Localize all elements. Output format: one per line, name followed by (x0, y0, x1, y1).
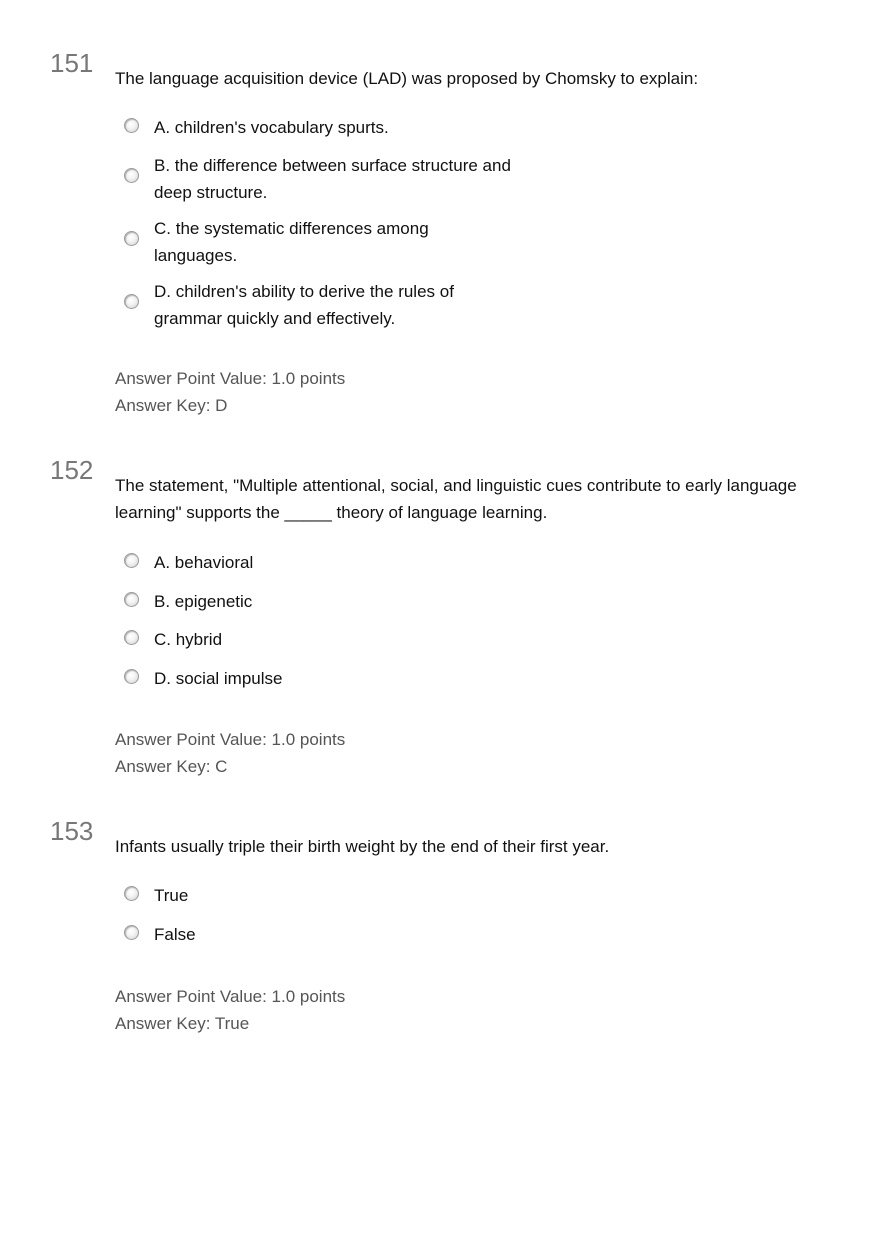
option-label: A. children's vocabulary spurts. (154, 118, 389, 137)
question-number: 152 (50, 455, 94, 485)
question-number: 151 (50, 48, 94, 78)
answer-key: Answer Key: True (115, 1014, 250, 1033)
radio-button[interactable] (124, 168, 139, 183)
option-label: A. behavioral (154, 553, 254, 572)
answer-point-value: Answer Point Value: 1.0 points (115, 987, 346, 1006)
option-label: B. the difference between surface structure and deep structure. (154, 156, 511, 202)
answer-key: Answer Key: C (115, 757, 228, 776)
option-label: True (154, 886, 189, 905)
radio-button[interactable] (124, 294, 139, 309)
option-label: D. social impulse (154, 669, 283, 688)
radio-button[interactable] (124, 118, 139, 133)
radio-button[interactable] (124, 669, 139, 684)
radio-button[interactable] (124, 886, 139, 901)
option-label: B. epigenetic (154, 592, 253, 611)
radio-button[interactable] (124, 553, 139, 568)
option-label: False (154, 925, 196, 944)
answer-key: Answer Key: D (115, 396, 228, 415)
question-number: 153 (50, 816, 94, 846)
question-text: The language acquisition device (LAD) was proposed by Chomsky to explain: (115, 69, 699, 88)
question-text: The statement, "Multiple attentional, social, and linguistic cues contribute to early language learning" supports the _____ theory of language learning. (115, 476, 797, 522)
question-text: Infants usually triple their birth weight by the end of their first year. (115, 837, 610, 856)
answer-point-value: Answer Point Value: 1.0 points (115, 369, 346, 388)
option-label: D. children's ability to derive the rules of grammar quickly and effectively. (154, 282, 454, 328)
option-label: C. the systematic differences among languages. (154, 219, 429, 265)
answer-point-value: Answer Point Value: 1.0 points (115, 730, 346, 749)
radio-button[interactable] (124, 592, 139, 607)
radio-button[interactable] (124, 925, 139, 940)
option-label: C. hybrid (154, 630, 223, 649)
radio-button[interactable] (124, 630, 139, 645)
radio-button[interactable] (124, 231, 139, 246)
